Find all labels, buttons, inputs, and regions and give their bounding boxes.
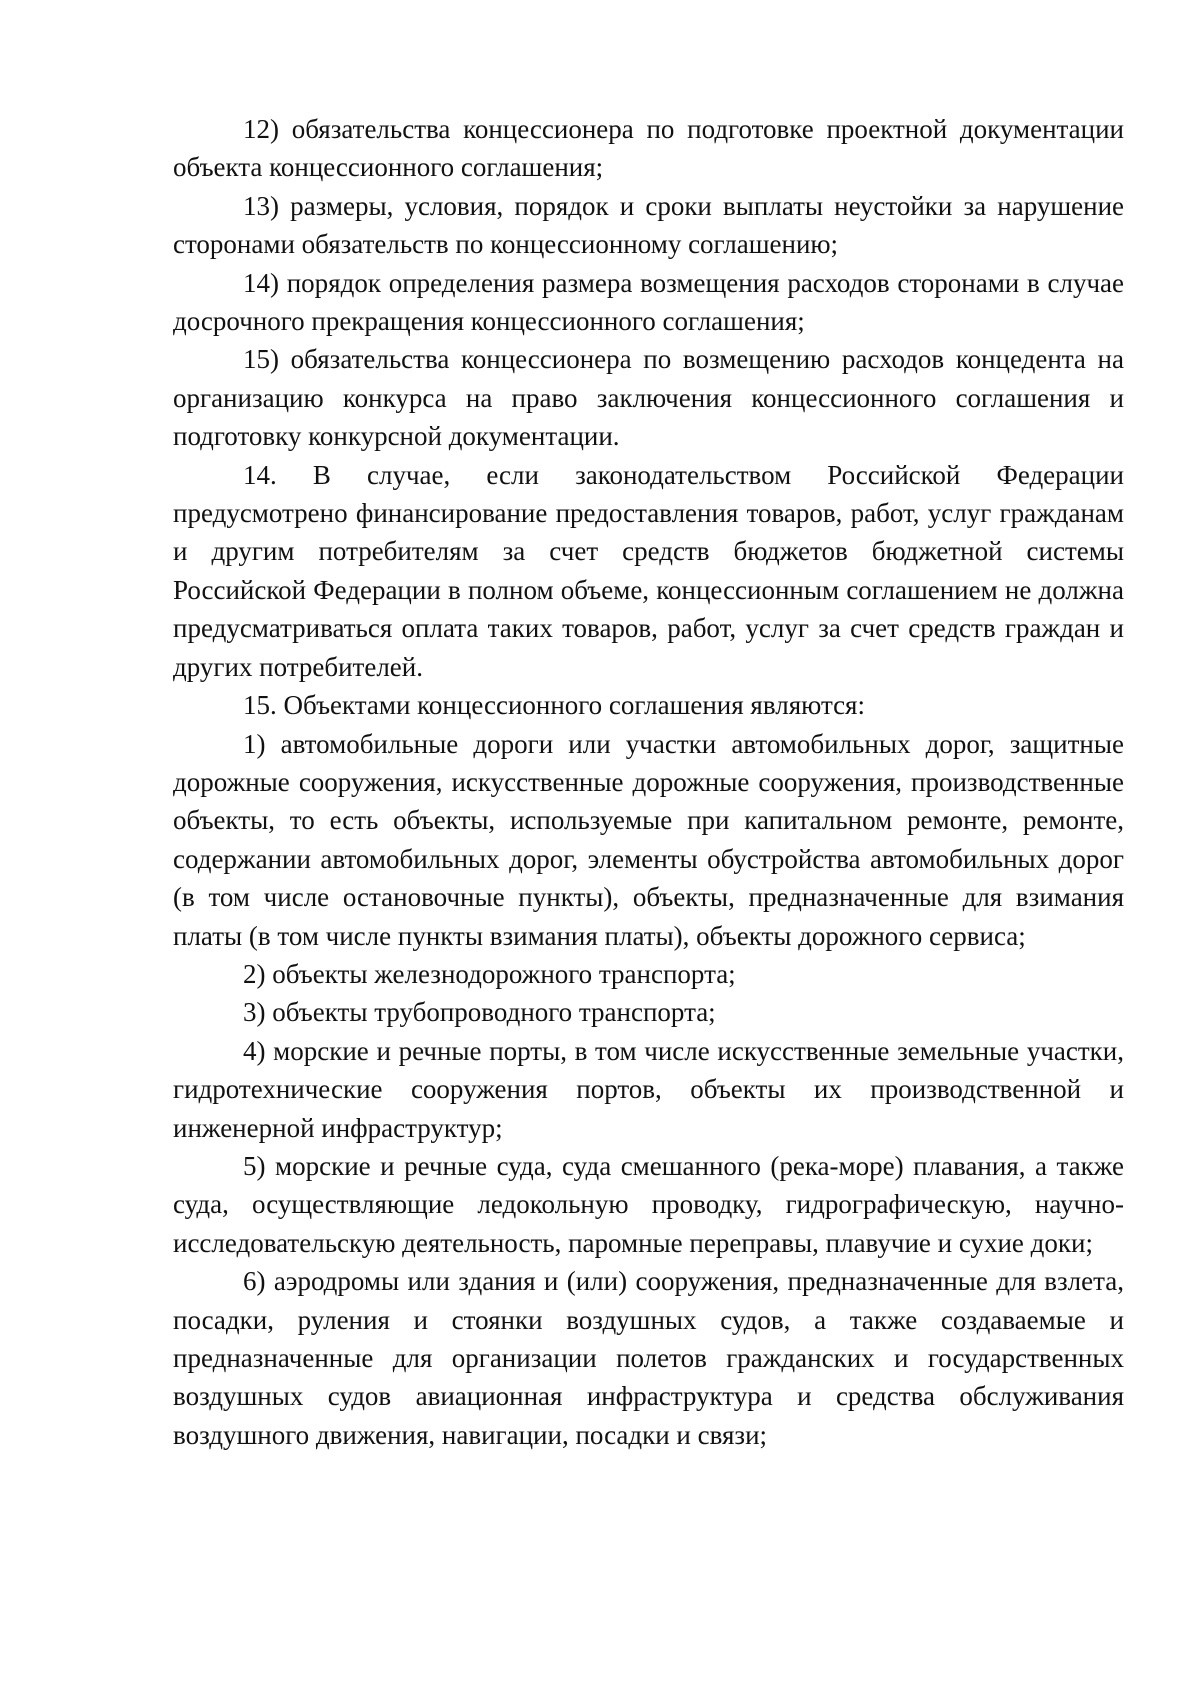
paragraph-clause-14: 14. В случае, если законодательством Российской Федерации предусмотрено финансирование предоставления товаров, работ, услуг гражданам и другим потребителям за счет средств бюджетов бюджетной системы Российской Федерации в полном объеме, концессионным соглашением не должна предусматриваться оплата таких товаров, работ, услуг за счет средств граждан и других потребителей. [173, 459, 1124, 682]
paragraph-item-15: 15) обязательства концессионера по возмещению расходов концедента на организацию конкурса на право заключения концессионного соглашения и подготовку конкурсной документации. [173, 344, 1124, 452]
paragraph-clause-15: 15. Объектами концессионного соглашения являются: [243, 690, 865, 721]
paragraph-item-13: 13) размеры, условия, порядок и сроки выплаты неустойки за нарушение сторонами обязательств по концессионному соглашению; [173, 190, 1124, 260]
paragraph-object-5: 5) морские и речные суда, суда смешанного (река-море) плавания, а также суда, осуществляющие ледокольную проводку, гидрографическую, научно-исследовательскую деятельность, паромные переправы, плавучие и сухие доки; [173, 1150, 1124, 1258]
paragraph-object-1: 1) автомобильные дороги или участки автомобильных дорог, защитные дорожные сооружения, искусственные дорожные сооружения, производственные объекты, то есть объекты, используемые при капитальном ремонте, ремонте, содержании автомобильных дорог, элементы обустройства автомобильных дорог (в том числе остановочные пункты), объекты, предназначенные для взимания платы (в том числе пункты взимания платы), объекты дорожного сервиса; [173, 728, 1124, 951]
paragraph-object-6: 6) аэродромы или здания и (или) сооружения, предназначенные для взлета, посадки, руления и стоянки воздушных судов, а также создаваемые и предназначенные для организации полетов гражданских и государственных воздушных судов авиационная инфраструктура и средства обслуживания воздушного движения, навигации, посадки и связи; [173, 1266, 1124, 1450]
paragraph-object-2: 2) объекты железнодорожного транспорта; [243, 958, 736, 989]
paragraph-item-14: 14) порядок определения размера возмещения расходов сторонами в случае досрочного прекращения концессионного соглашения; [173, 267, 1124, 337]
document-page [173, 110, 1124, 1454]
paragraph-object-4: 4) морские и речные порты, в том числе искусственные земельные участки, гидротехнические сооружения портов, объекты их производственной и инженерной инфраструктур; [173, 1035, 1124, 1143]
paragraph-item-12: 12) обязательства концессионера по подготовке проектной документации объекта концессионного соглашения; [173, 114, 1124, 183]
paragraph-object-3: 3) объекты трубопроводного транспорта; [243, 997, 716, 1028]
